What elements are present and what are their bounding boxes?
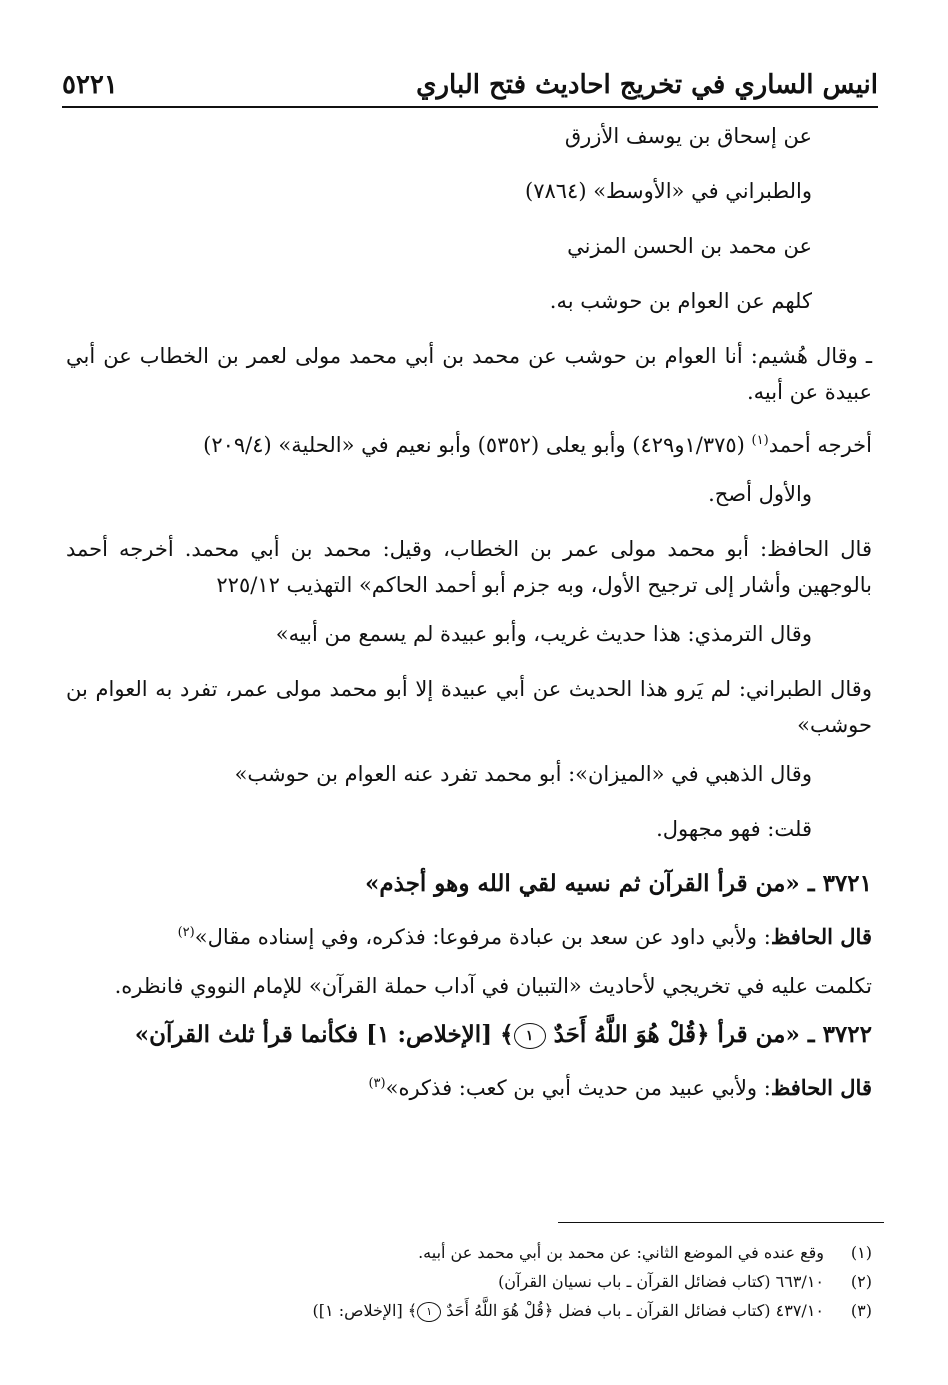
paragraph: وقال الترمذي: هذا حديث غريب، وأبو عبيدة لم يسمع من أبيه» <box>275 622 812 646</box>
text-span: ﴾ [الإخلاص: ١] فكأنما قرأ ثلث القرآن» <box>134 1021 514 1048</box>
paragraph: وقال الذهبي في «الميزان»: أبو محمد تفرد عنه العوام بن حوشب» <box>234 762 812 786</box>
running-header <box>62 62 878 108</box>
text-span: ٣٧٢٢ ـ «من قرأ ﴿قُلْ هُوَ اللَّهُ أَحَدٌ <box>553 1021 872 1048</box>
text-span: : ولأبي عبيد من حديث أبي بن كعب: فذكره» <box>385 1076 771 1100</box>
paragraph: وقال الطبراني: لم يَرو هذا الحديث عن أبي عبيدة إلا أبو محمد مولى عمر، تفرد به العوام بن حوشب» <box>66 677 872 737</box>
text-span: ٤٣٧/١٠ (كتاب فضائل القرآن ـ باب فضل ﴿قُلْ هُوَ اللَّهُ أَحَدٌ <box>446 1301 824 1320</box>
text-line: عن إسحاق بن يوسف الأزرق <box>564 124 812 148</box>
footnote-ref[interactable]: (٣) <box>368 1076 386 1091</box>
main-text <box>66 118 872 1119</box>
page-number: ٥٢٢١ <box>62 70 118 100</box>
paragraph: قلت: فهو مجهول. <box>656 817 812 841</box>
footnote <box>66 1296 872 1325</box>
footnote-ref[interactable]: (١) <box>751 433 769 448</box>
footnote <box>66 1238 872 1267</box>
footnote-number: (١) <box>850 1243 872 1262</box>
text-line: كلهم عن العوام بن حوشب به. <box>549 289 812 313</box>
paragraph: تكلمت عليه في تخريجي لأحاديث «التبيان في آداب حملة القرآن» للإمام النووي فانظره. <box>114 974 872 998</box>
text-span: أخرجه أحمد <box>768 433 872 457</box>
label-text: قال الحافظ <box>770 1075 872 1100</box>
footnote-number: (٢) <box>850 1272 872 1291</box>
paragraph <box>66 915 872 955</box>
footnote <box>66 1267 872 1296</box>
hadith-heading <box>66 1017 872 1053</box>
footnote-text: وقع عنده في الموضع الثاني: عن محمد بن أبي محمد عن أبيه. <box>418 1243 824 1262</box>
paragraph: والأول أصح. <box>708 482 812 506</box>
footnotes <box>66 1238 872 1325</box>
text-span: ﴾ [الإخلاص: ١]) <box>312 1301 418 1320</box>
ayah-marker-icon: ١ <box>417 1302 441 1322</box>
footnote-text <box>313 1296 824 1325</box>
footnote-ref[interactable]: (٢) <box>177 925 195 940</box>
footnote-number: (٣) <box>850 1301 872 1320</box>
book-title: انيس الساري في تخريج احاديث فتح الباري <box>416 70 878 100</box>
paragraph <box>66 423 872 463</box>
paragraph: قال الحافظ: أبو محمد مولى عمر بن الخطاب، وقيل: محمد بن أبي محمد. أخرجه أحمد بالوجهين وأشار إلى ترجيح الأول، وبه جزم أبو أحمد الحاكم» التهذيب ٢٢٥/١٢ <box>66 537 872 597</box>
text-span: : ولأبي داود عن سعد بن عبادة مرفوعا: فذكره، وفي إسناده مقال» <box>194 925 771 949</box>
text-line: عن محمد بن الحسن المزني <box>567 234 812 258</box>
paragraph <box>66 1066 872 1106</box>
footnote-separator <box>558 1222 884 1223</box>
footnote-text: ٦٦٣/١٠ (كتاب فضائل القرآن ـ باب نسيان القرآن) <box>498 1272 824 1291</box>
label-text: قال الحافظ <box>770 924 872 949</box>
text-line: والطبراني في «الأوسط» (٧٨٦٤) <box>525 179 812 203</box>
hadith-heading: ٣٧٢١ ـ «من قرأ القرآن ثم نسيه لقي الله وهو أجذم» <box>365 870 872 897</box>
ayah-marker-icon: ١ <box>514 1023 546 1049</box>
paragraph: ـ وقال هُشيم: أنا العوام بن حوشب عن محمد بن أبي محمد مولى لعمر بن الخطاب عن أبي عبيدة عن أبيه. <box>66 344 872 404</box>
text-span: (١/٣٧٥و٤٢٩) وأبو يعلى (٥٣٥٢) وأبو نعيم في «الحلية» (٢٠٩/٤) <box>203 433 752 457</box>
